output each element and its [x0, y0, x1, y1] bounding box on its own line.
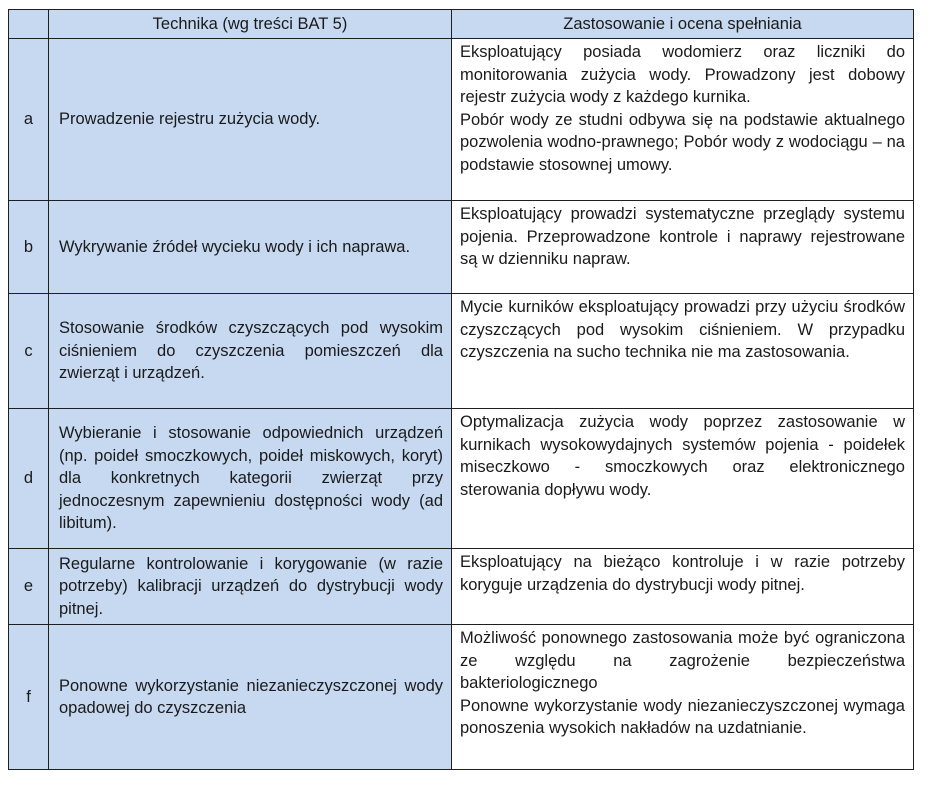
application-paragraph: Optymalizacja zużycia wody poprzez zastosowanie w kurnikach wysokowydajnych systemów pojenia - poidełek miseczkowo - smoczkowych oraz elektronicznego sterowania dopływu wody.: [460, 413, 905, 499]
row-application: [452, 201, 914, 294]
row-technique: Regularne kontrolowanie i korygowanie (w razie potrzeby) kalibracji urządzeń do dystrybucji wody pitnej.: [49, 549, 452, 625]
table-row: [9, 294, 914, 409]
row-technique: Stosowanie środków czyszczących pod wysokim ciśnieniem do czyszczenia pomieszczeń dla zwierząt i urządzeń.: [49, 294, 452, 409]
row-letter: b: [9, 201, 49, 294]
row-letter: e: [9, 549, 49, 625]
row-letter: c: [9, 294, 49, 409]
table-row: [9, 549, 914, 625]
row-letter: f: [9, 625, 49, 770]
table-row: [9, 625, 914, 770]
application-paragraph: Eksploatujący posiada wodomierz oraz liczniki do monitorowania zużycia wody. Prowadzony jest dobowy rejestr zużycia wody z każdego kurnika.: [460, 43, 905, 106]
application-paragraph: Mycie kurników eksploatujący prowadzi przy użyciu środków czyszczących pod wysokim ciśnieniem. W przypadku czyszczenia na sucho technika nie ma zastosowania.: [460, 298, 905, 361]
header-letter: [9, 10, 49, 39]
row-application: [452, 549, 914, 625]
row-letter: a: [9, 39, 49, 201]
row-technique: Wybieranie i stosowanie odpowiednich urządzeń (np. poideł smoczkowych, poideł miskowych, koryt) dla konkretnych kategorii zwierząt przy jednoczesnym zapewnieniu dostępności wody (ad libitum).: [49, 409, 452, 549]
header-technique: Technika (wg treści BAT 5): [49, 10, 452, 39]
application-paragraph: Eksploatujący na bieżąco kontroluje i w razie potrzeby koryguje urządzenia do dystrybucji wody pitnej.: [460, 553, 905, 594]
application-paragraph: Ponowne wykorzystanie wody niezanieczyszczonej wymaga ponoszenia wysokich nakładów na uzdatnianie.: [460, 696, 905, 737]
header-row: [9, 10, 914, 39]
application-paragraph: Eksploatujący prowadzi systematyczne przeglądy systemu pojenia. Przeprowadzone kontrole i naprawy rejestrowane są w dzienniku napraw.: [460, 205, 905, 268]
application-paragraph: Możliwość ponownego zastosowania może być ograniczona ze względu na zagrożenie bezpieczeństwa bakteriologicznego: [460, 629, 905, 692]
row-application: [452, 625, 914, 770]
row-technique: Ponowne wykorzystanie niezanieczyszczonej wody opadowej do czyszczenia: [49, 625, 452, 770]
table-row: [9, 39, 914, 201]
table-row: [9, 409, 914, 549]
row-technique: Prowadzenie rejestru zużycia wody.: [49, 39, 452, 201]
header-application: Zastosowanie i ocena spełniania: [452, 10, 914, 39]
table-row: [9, 201, 914, 294]
application-paragraph: Pobór wody ze studni odbywa się na podstawie aktualnego pozwolenia wodno-prawnego; Pobór wody z wodociągu – na podstawie stosownej umowy.: [460, 110, 905, 174]
row-application: [452, 39, 914, 201]
row-application: [452, 409, 914, 549]
bat-table: [8, 9, 914, 770]
row-technique: Wykrywanie źródeł wycieku wody i ich naprawa.: [49, 201, 452, 294]
row-letter: d: [9, 409, 49, 549]
row-application: [452, 294, 914, 409]
